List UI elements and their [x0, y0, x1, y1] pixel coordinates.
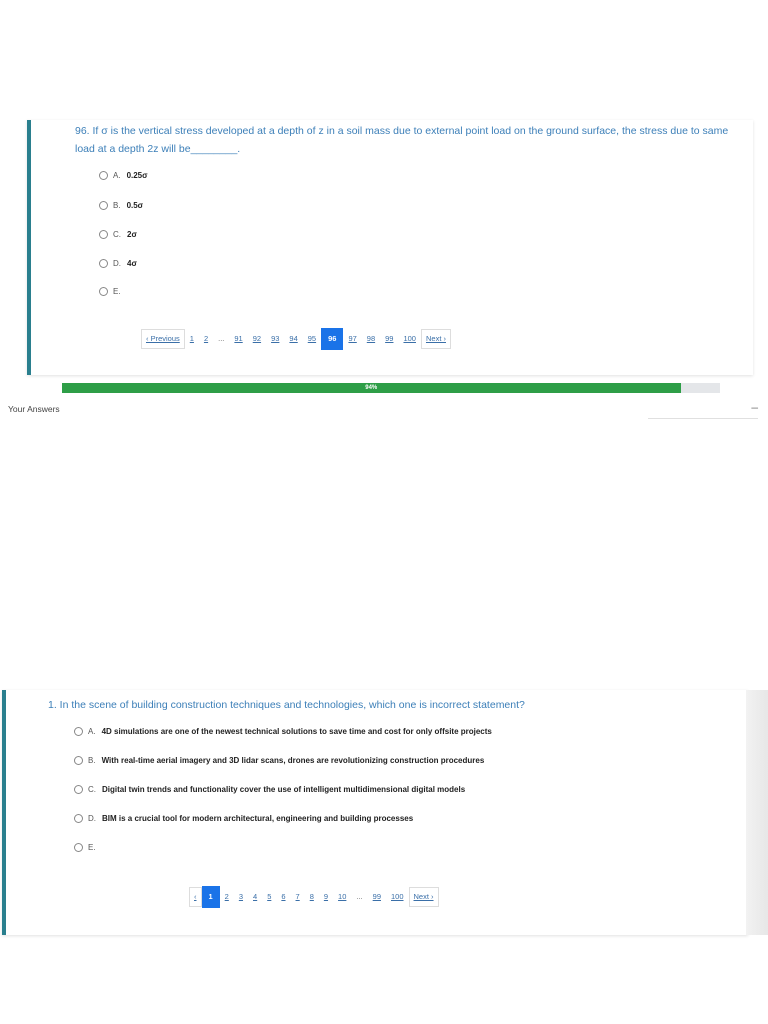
page-link-1[interactable]: 1 — [189, 334, 194, 343]
question-text: 1. In the scene of building construction techniques and technologies, which one is incorrect statement? — [48, 699, 525, 711]
page-link-2[interactable]: 2 — [224, 892, 229, 901]
option-b[interactable] — [99, 198, 143, 212]
page-link-8[interactable]: 8 — [309, 892, 314, 901]
question-card-1 — [2, 690, 748, 935]
radio-button-d[interactable] — [74, 814, 83, 823]
divider — [648, 418, 758, 419]
option-c[interactable] — [74, 782, 465, 796]
page-link-95[interactable]: 95 — [307, 334, 317, 343]
option-a[interactable] — [99, 168, 148, 182]
option-text: 4D simulations are one of the newest technical solutions to save time and cost for only offsite projects — [101, 726, 492, 736]
option-letter: C. — [88, 784, 96, 794]
page-link-100[interactable]: 100 — [391, 892, 404, 901]
page-link-99[interactable]: 99 — [372, 892, 381, 901]
option-text: 0.5σ — [126, 200, 144, 210]
page-link-10[interactable]: 10 — [338, 892, 347, 901]
page-link-91[interactable]: 91 — [234, 334, 243, 343]
option-letter: E. — [113, 286, 121, 296]
page-link-99[interactable]: 99 — [385, 334, 394, 343]
option-text: 2σ — [127, 229, 137, 239]
pagination — [141, 328, 451, 350]
radio-button-d[interactable] — [99, 259, 108, 268]
option-text: BIM is a crucial tool for modern architectural, engineering and building processes — [102, 813, 414, 823]
page-link-93[interactable]: 93 — [271, 334, 280, 343]
radio-button-a[interactable] — [99, 171, 108, 180]
progress-fill — [62, 383, 681, 393]
option-text: 0.25σ — [126, 170, 148, 180]
page-link-94[interactable]: 94 — [289, 334, 298, 343]
page-link-98[interactable]: 98 — [366, 334, 376, 343]
option-letter: D. — [113, 258, 121, 268]
question-card-96 — [27, 120, 753, 375]
page-link-4[interactable]: 4 — [253, 892, 258, 901]
radio-button-a[interactable] — [74, 727, 83, 736]
your-answers-label: Your Answers — [8, 404, 60, 414]
option-letter: B. — [88, 755, 96, 765]
page-link-2[interactable]: 2 — [203, 334, 209, 343]
question-text: 96. If σ is the vertical stress developed at a depth of z in a soil mass due to external point load on the ground surface, the stress due to same load at a depth 2z will be________. — [75, 125, 729, 155]
option-letter: A. — [113, 170, 121, 180]
option-letter: B. — [113, 200, 121, 210]
option-letter: C. — [113, 229, 121, 239]
option-e[interactable] — [74, 840, 102, 854]
progress-bar — [62, 383, 720, 393]
page-link-1-current[interactable]: 1 — [202, 886, 220, 908]
page-link-3[interactable]: 3 — [238, 892, 244, 901]
option-letter: E. — [88, 842, 96, 852]
page-link-5[interactable]: 5 — [267, 892, 272, 901]
option-e[interactable] — [99, 284, 127, 298]
page-link-92[interactable]: 92 — [252, 334, 262, 343]
option-c[interactable] — [99, 227, 137, 241]
option-d[interactable] — [74, 811, 413, 825]
option-d[interactable] — [99, 256, 137, 270]
pagination — [189, 886, 439, 908]
option-b[interactable] — [74, 753, 484, 767]
page-link-96-current[interactable]: 96 — [321, 328, 343, 350]
previous-page-button[interactable]: ‹ — [189, 887, 202, 907]
radio-button-b[interactable] — [74, 756, 83, 765]
collapse-icon[interactable]: – — [751, 400, 758, 414]
radio-button-c[interactable] — [74, 785, 83, 794]
option-a[interactable] — [74, 724, 492, 738]
scroll-edge — [746, 690, 768, 935]
page-ellipsis: ... — [218, 334, 225, 343]
radio-button-e[interactable] — [99, 287, 108, 296]
option-letter: A. — [88, 726, 96, 736]
radio-button-c[interactable] — [99, 230, 108, 239]
next-page-button[interactable]: Next › — [421, 329, 451, 349]
option-text: 4σ — [127, 258, 137, 268]
page-ellipsis: ... — [356, 892, 363, 901]
page-link-97[interactable]: 97 — [348, 334, 357, 343]
previous-page-button[interactable]: ‹ Previous — [141, 329, 185, 349]
page-link-7[interactable]: 7 — [295, 892, 300, 901]
page-link-6[interactable]: 6 — [281, 892, 286, 901]
radio-button-e[interactable] — [74, 843, 83, 852]
option-letter: D. — [88, 813, 96, 823]
radio-button-b[interactable] — [99, 201, 108, 210]
page-link-100[interactable]: 100 — [403, 334, 416, 343]
option-text: With real-time aerial imagery and 3D lidar scans, drones are revolutionizing construction procedures — [101, 755, 485, 765]
option-text: Digital twin trends and functionality cover the use of intelligent multidimensional digital models — [102, 784, 466, 794]
next-page-button[interactable]: Next › — [409, 887, 439, 907]
your-answers-header[interactable] — [0, 399, 768, 419]
progress-label: 94% — [365, 385, 378, 391]
page-link-9[interactable]: 9 — [323, 892, 329, 901]
